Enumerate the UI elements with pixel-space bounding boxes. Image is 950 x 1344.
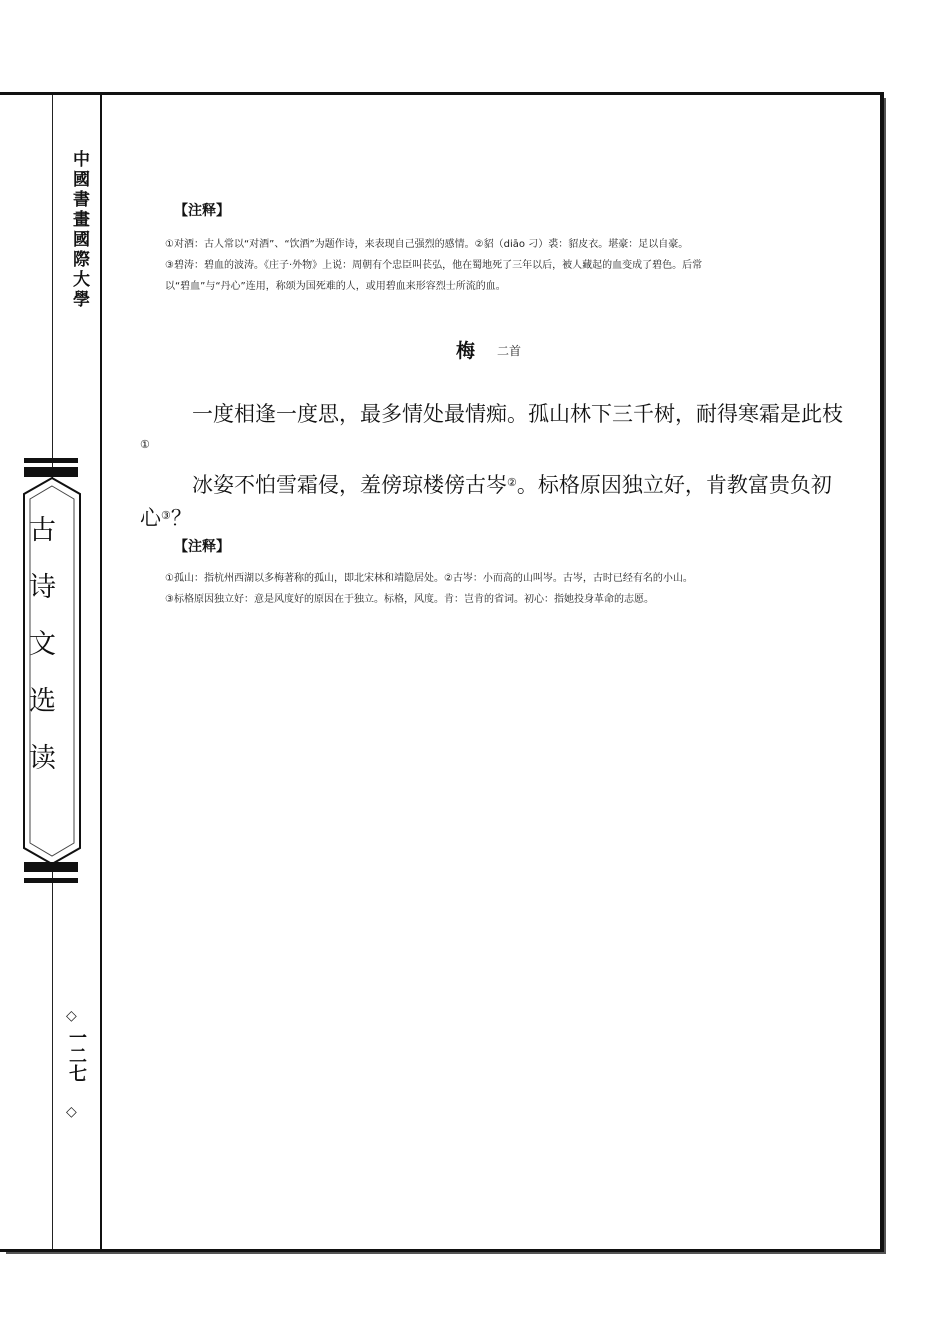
poem-line: 。标格原因独立好，肯教富贵负初心 (140, 473, 832, 530)
poem-line: 一度相逢一度思，最多情处最情痴。孤山林下三千树，耐得寒霜是此枝 (192, 402, 843, 426)
notes-body-bottom (165, 568, 855, 610)
notes-body-top (165, 234, 855, 297)
course-title: 古诗文选读 (24, 515, 55, 800)
poem-stanza (140, 398, 848, 464)
note-line: 以“碧血”与“丹心”连用，称颂为国死难的人，或用碧血来形容烈士所流的血。 (165, 281, 506, 292)
poem-title: 梅 (456, 340, 476, 362)
school-name: 中國書畫國際大學 (69, 150, 89, 310)
poem-line: 冰姿不怕雪霜侵，羞傍琼楼傍古岑 (192, 473, 507, 497)
notes-heading-bottom: 【注释】 (174, 539, 230, 555)
poem-subtitle: 二首 (497, 344, 522, 358)
badge-bottom-bar (24, 878, 78, 883)
note-line: ①孤山：指杭州西湖以多梅著称的孤山，即北宋林和靖隐居处。②古岑：小而高的山叫岑。古岑，古时已经有名的小山。 (165, 573, 693, 584)
frame-right-shadow (884, 98, 886, 1254)
note-line: ③碧涛：碧血的波涛。《庄子·外物》上说：周朝有个忠臣叫苌弘，他在蜀地死了三年以后，被人藏起的血变成了碧色。后常 (165, 260, 703, 271)
notes-heading-top: 【注释】 (174, 203, 230, 219)
poem-line: ？ (170, 506, 192, 530)
sidebar-rule-right (100, 95, 102, 1249)
frame-bottom-shadow (6, 1252, 886, 1254)
page-number-diamond-top: ◇ (66, 1008, 77, 1024)
page-number-diamond-bottom: ◇ (66, 1104, 77, 1120)
footnote-mark: ③ (161, 509, 171, 522)
badge-bottom-bar-thick (24, 862, 78, 872)
badge-top-bar (24, 458, 78, 463)
note-line: ①对酒：古人常以“对酒”、“饮酒”为题作诗，来表现自己强烈的感情。②貂（diāo 刁）裘：貂皮衣。堪豪：足以自豪。 (165, 239, 689, 250)
note-line: ③标格原因独立好：意是风度好的原因在于独立。标格，风度。肯：岂肯的省词。初心：指她投身革命的志愿。 (165, 594, 654, 605)
poem-body (140, 398, 848, 540)
page-number: 一二七 (66, 1028, 87, 1082)
footnote-mark: ① (140, 438, 150, 451)
footnote-mark: ② (507, 476, 517, 489)
frame-top-border (0, 92, 884, 95)
poem-stanza (140, 469, 848, 535)
